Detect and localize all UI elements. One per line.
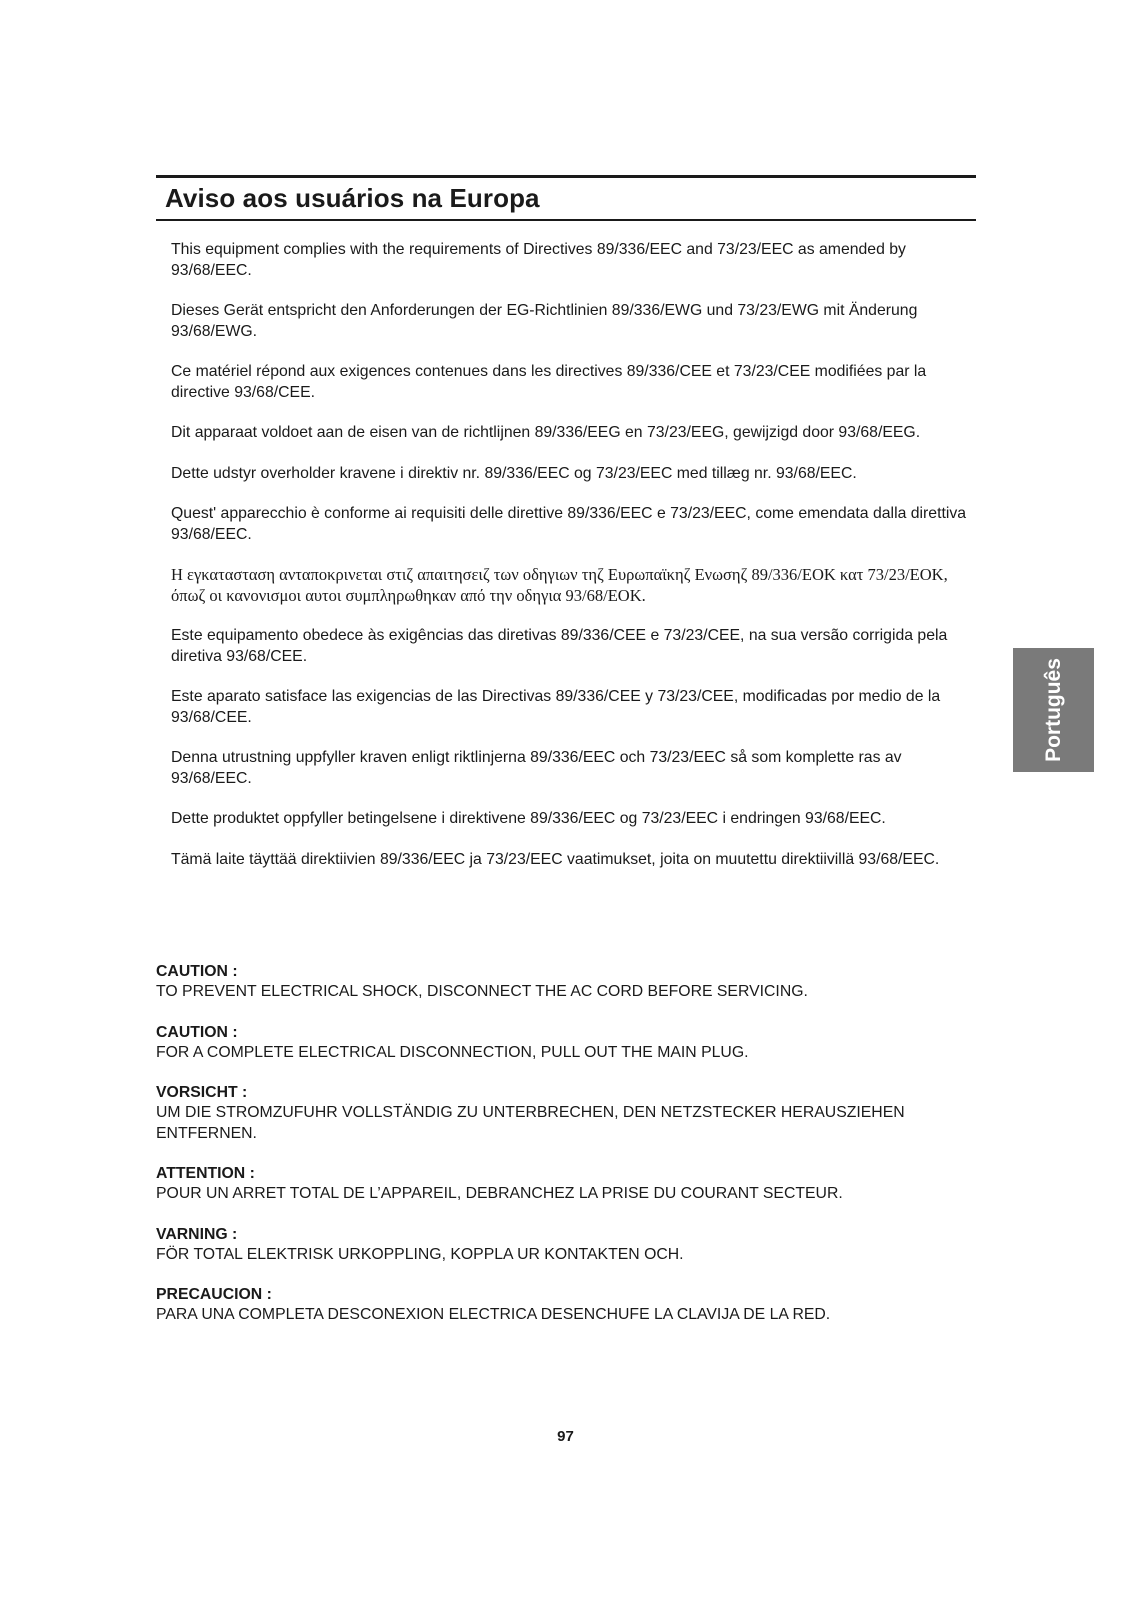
notice-french: Ce matériel répond aux exigences contenues dans les directives 89/336/CEE et 73/23/CEE modifiées par la directive 93/68/CEE. xyxy=(171,363,927,401)
notice-norwegian: Dette produktet oppfyller betingelsene i direktivene 89/336/EEC og 73/23/EEC i endringen 93/68/EEC. xyxy=(171,810,886,827)
caution-item xyxy=(156,962,986,1003)
notice-spanish: Este aparato satisface las exigencias de las Directivas 89/336/CEE y 73/23/CEE, modificadas por medio de la 93/68/CEE. xyxy=(171,688,941,726)
language-tab xyxy=(1013,648,1094,772)
title-bar xyxy=(156,175,976,221)
caution-text: PARA UNA COMPLETA DESCONEXION ELECTRICA DESENCHUFE LA CLAVIJA DE LA RED. xyxy=(156,1306,831,1323)
compliance-notices xyxy=(171,240,977,890)
caution-list xyxy=(156,962,986,1346)
notice-german: Dieses Gerät entspricht den Anforderungen der EG-Richtlinien 89/336/EWG und 73/23/EWG mit Änderung 93/68/EWG. xyxy=(171,302,918,340)
page-number: 97 xyxy=(557,1428,574,1445)
caution-text: FOR A COMPLETE ELECTRICAL DISCONNECTION, PULL OUT THE MAIN PLUG. xyxy=(156,1043,749,1061)
notice-danish: Dette udstyr overholder kravene i direktiv nr. 89/336/EEC og 73/23/EEC med tillæg nr. 93/68/EEC. xyxy=(171,464,857,482)
notice-portuguese: Este equipamento obedece às exigências das diretivas 89/336/CEE e 73/23/CEE, na sua versão corrigida pela diretiva 93/68/CEE. xyxy=(171,627,948,665)
caution-heading: ATTENTION : xyxy=(156,1165,255,1182)
caution-text: TO PREVENT ELECTRICAL SHOCK, DISCONNECT THE AC CORD BEFORE SERVICING. xyxy=(156,983,808,1000)
notice-italian: Quest' apparecchio è conforme ai requisiti delle direttive 89/336/EEC e 73/23/EEC, come emendata dalla direttiva 93/68/EEC. xyxy=(171,505,967,543)
caution-item xyxy=(156,1285,986,1326)
notice-swedish: Denna utrustning uppfyller kraven enligt riktlinjerna 89/336/EEC och 73/23/EEC så som komplette ras av 93/68/EEC. xyxy=(171,749,902,787)
notice-english: This equipment complies with the requirements of Directives 89/336/EEC and 73/23/EEC as amended by 93/68/EEC. xyxy=(171,241,906,279)
notice-dutch: Dit apparaat voldoet aan de eisen van de richtlijnen 89/336/EEG en 73/23/EEG, gewijzigd door 93/68/EEG. xyxy=(171,424,921,441)
caution-item xyxy=(156,1225,986,1266)
caution-text: FÖR TOTAL ELEKTRISK URKOPPLING, KOPPLA UR KONTAKTEN OCH. xyxy=(156,1245,684,1263)
caution-heading: CAUTION : xyxy=(156,1023,238,1041)
notice-finnish: Tämä laite täyttää direktiivien 89/336/EEC ja 73/23/EEC vaatimukset, joita on muutettu direktiivillä 93/68/EEC. xyxy=(171,850,940,868)
caution-item xyxy=(156,1023,986,1064)
page-title: Aviso aos usuários na Europa xyxy=(165,183,540,213)
notice-greek: Η εγκατασταση ανταποκρινεται στιζ απαιτησειζ των οδηγιων τηζ Ευρωπαϊκηζ Ενωσηζ 89/336/ΕΟΚ κατ 73/23/ΕΟΚ, όπωζ οι κανονισμοι αυτοι συμπληρωθηκαν από την οδηγια 93/68/ΕΟΚ. xyxy=(171,565,948,605)
caution-item xyxy=(156,1083,986,1144)
caution-text: POUR UN ARRET TOTAL DE L’APPAREIL, DEBRANCHEZ LA PRISE DU COURANT SECTEUR. xyxy=(156,1185,843,1202)
caution-heading: VARNING : xyxy=(156,1225,238,1243)
caution-item xyxy=(156,1164,986,1205)
caution-heading: PRECAUCION : xyxy=(156,1286,272,1303)
caution-heading: VORSICHT : xyxy=(156,1084,248,1101)
caution-heading: CAUTION : xyxy=(156,963,238,980)
caution-text: UM DIE STROMZUFUHR VOLLSTÄNDIG ZU UNTERBRECHEN, DEN NETZSTECKER HERAUSZIEHEN ENTFERNEN. xyxy=(156,1104,905,1142)
language-tab-label: Português xyxy=(1041,658,1065,762)
